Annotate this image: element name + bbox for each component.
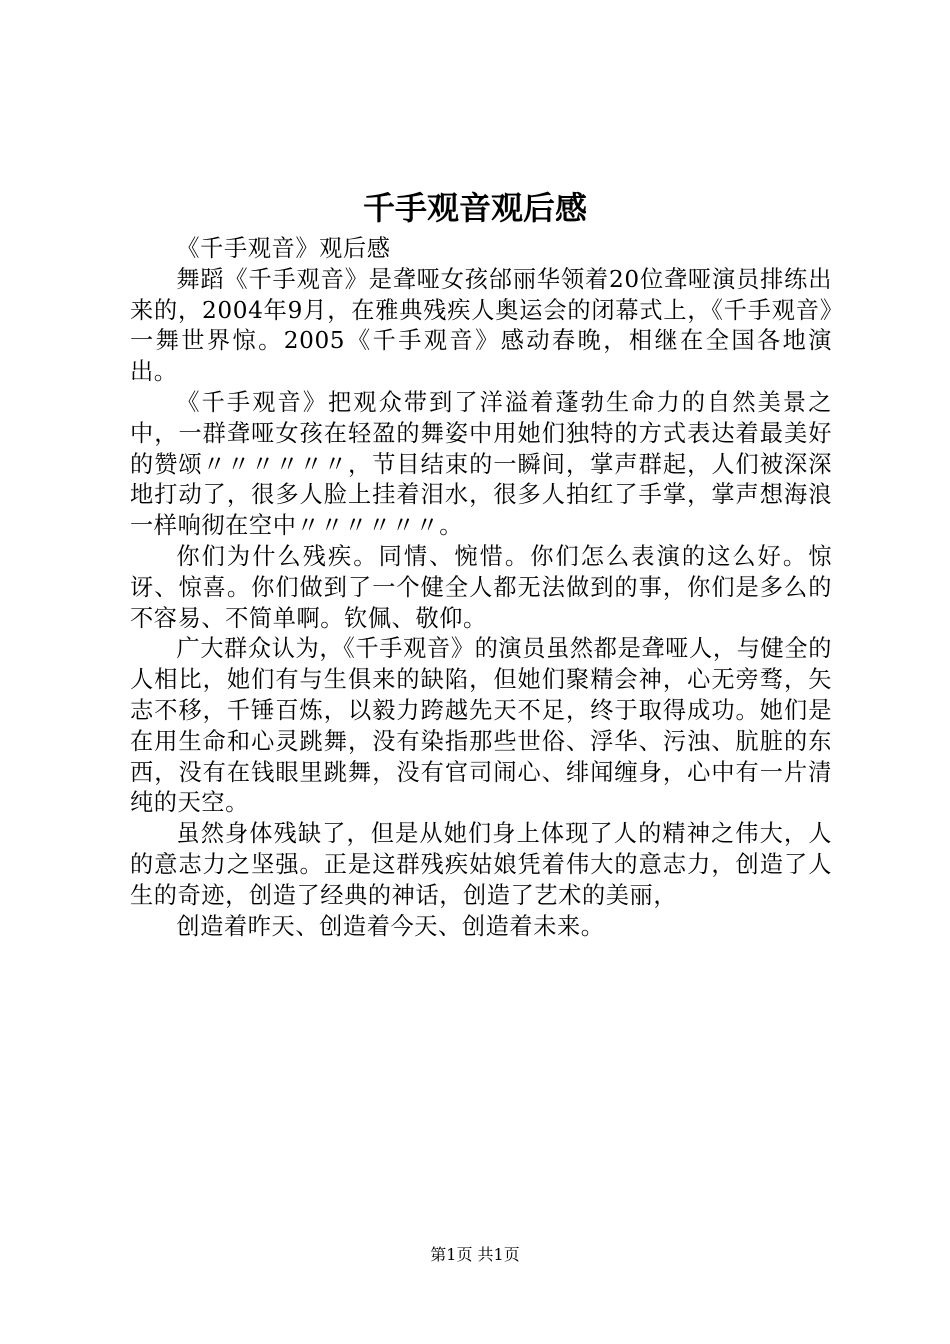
page-footer: 第1页 共1页 [430,1245,520,1264]
paragraph-subtitle: 《千手观音》观后感 [176,235,391,262]
paragraph-3: 你们为什么残疾。同情、惋惜。你们怎么表演的这么好。惊讶、惊喜。你们做到了一个健全人都无法做到的事，你们是多么的不容易、不简单啊。钦佩、敬仰。 [130,542,832,632]
paragraph-6: 创造着昨天、创造着今天、创造着未来。 [176,912,605,940]
paragraph-2: 《千手观音》把观众带到了洋溢着蓬勃生命力的自然美景之中，一群聋哑女孩在轻盈的舞姿中用她们独特的方式表达着最美好的赞颂〃〃〃〃〃〃，节目结束的一瞬间，掌声群起，人们被深深地打动了，很多人脸上挂着泪水，很多人拍红了手掌，掌声想海浪一样响彻在空中〃〃〃〃〃〃。 [130,388,832,540]
paragraph-4: 广大群众认为，《千手观音》的演员虽然都是聋哑人，与健全的人相比，她们有与生俱来的缺陷，但她们聚精会神，心无旁骛，矢志不移，千锤百炼，以毅力跨越先天不足，终于取得成功。她们是在用生命和心灵跳舞，没有染指那些世俗、浮华、污浊、肮脏的东西，没有在钱眼里跳舞，没有官司闹心、绯闻缠身，心中有一片清纯的天空。 [130,635,832,817]
paragraph-5: 虽然身体残缺了，但是从她们身上体现了人的精神之伟大，人的意志力之坚强。正是这群残疾姑娘凭着伟大的意志力，创造了人生的奇迹，创造了经典的神话，创造了艺术的美丽， [130,820,832,909]
paragraph-1: 舞蹈《千手观音》是聋哑女孩邰丽华领着20位聋哑演员排练出来的，2004年9月，在雅典残疾人奥运会的闭幕式上，《千手观音》一舞世界惊。2005《千手观音》感动春晚，相继在全国各地演出。 [130,265,832,386]
document-body [130,234,832,942]
document-title: 千手观音观后感 [362,189,587,227]
